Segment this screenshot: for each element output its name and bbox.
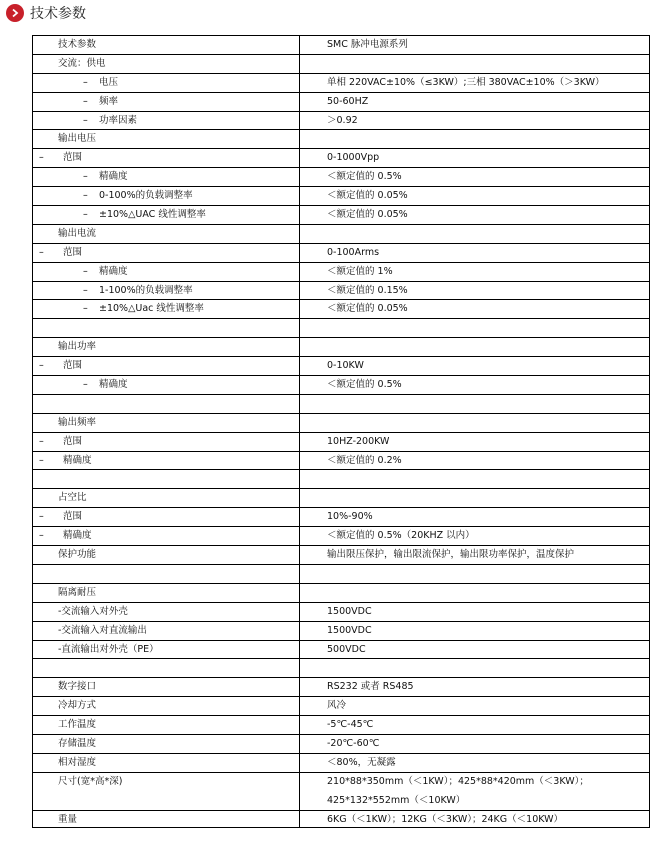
spec-value-cell [300,452,649,470]
spec-label: ±10%△Uac 线性调整率 [99,303,204,315]
spec-label: 工作温度 [58,719,97,731]
spec-label: 精确度 [99,171,128,183]
spec-value-cell [300,225,649,243]
table-row [32,375,650,394]
spec-label-cell [33,697,300,715]
table-row [32,677,650,696]
spec-value: 10HZ-200KW [327,435,390,447]
dash-marker: – [39,246,44,258]
dash-marker: – [83,284,88,296]
spec-label-cell [33,754,300,772]
spec-label: 重量 [58,813,78,825]
spec-label: 频率 [99,95,119,107]
spec-value-cell [300,811,649,828]
table-row [32,488,650,507]
table-row [32,356,650,375]
spec-value-cell [300,55,649,73]
section-title: 技术参数 [30,6,86,22]
dash-marker: – [39,454,44,466]
spec-label-cell [33,206,300,224]
spec-label: 范围 [63,360,83,372]
spec-value-cell [300,93,649,111]
spec-value: 1500VDC [327,624,372,636]
spec-value: -20℃-60℃ [327,737,380,749]
spec-value-cell [300,641,649,659]
spec-value-cell [300,263,649,281]
spec-label: 范围 [63,435,83,447]
spec-value: 6KG（＜1KW）；12KG（＜3KW）；24KG（＜10KW） [327,813,564,825]
spec-value-cell [300,130,649,148]
spec-label-cell [33,527,300,545]
table-row [32,54,650,73]
spec-label-cell [33,93,300,111]
spec-value-cell [300,282,649,300]
table-row [32,92,650,111]
spec-value: 500VDC [327,643,366,655]
table-row [32,526,650,545]
table-row [32,469,650,488]
spec-value: 单相 220VAC±10%（≤3KW）;三相 380VAC±10%（＞3KW） [327,76,605,88]
table-row [32,224,650,243]
spec-label-cell [33,168,300,186]
section-heading [6,2,86,24]
spec-value-cell [300,395,649,413]
spec-value-cell [300,74,649,92]
spec-label: 范围 [63,152,83,164]
dash-marker: – [83,76,88,88]
spec-value-cell [300,187,649,205]
table-row [32,602,650,621]
table-row [32,205,650,224]
spec-label-cell [33,130,300,148]
table-row [32,262,650,281]
spec-label-cell [33,584,300,602]
spec-label-cell [33,735,300,753]
spec-value: ＞0.92 [327,114,358,126]
table-row [32,545,650,564]
table-row [32,299,650,318]
dash-marker: – [83,190,88,202]
table-row [32,281,650,300]
spec-label-cell [33,55,300,73]
dash-marker: – [83,114,88,126]
spec-label-cell [33,187,300,205]
spec-label: 范围 [63,511,83,523]
spec-label: 输出功率 [58,341,97,353]
dash-marker: – [83,379,88,391]
spec-label-cell [33,678,300,696]
spec-value: 0-100Arms [327,246,380,258]
dash-marker: – [39,530,44,542]
spec-value-cell [300,470,649,488]
spec-value-cell [300,603,649,621]
spec-label-cell [33,546,300,564]
spec-label: 相对湿度 [58,756,97,768]
table-row [32,753,650,772]
spec-value-cell [300,36,649,54]
spec-value-cell [300,678,649,696]
spec-value: ＜额定值的 0.15% [327,284,408,296]
spec-label: 占空比 [58,492,87,504]
dash-marker: – [83,265,88,277]
spec-value: 1500VDC [327,605,372,617]
spec-label-cell [33,244,300,262]
table-row [32,186,650,205]
table-row [32,715,650,734]
table-row [32,734,650,753]
spec-label-cell [33,716,300,734]
spec-value-cell [300,168,649,186]
spec-label-cell [33,489,300,507]
spec-label-cell [33,357,300,375]
spec-label-cell [33,641,300,659]
spec-value: RS232 或者 RS485 [327,681,414,693]
spec-label-cell [33,414,300,432]
spec-label-cell [33,149,300,167]
table-row [32,129,650,148]
spec-value-cell [300,716,649,734]
spec-value-cell [300,735,649,753]
spec-label: 数字接口 [58,681,97,693]
table-row [32,432,650,451]
spec-value: 210*88*350mm（＜1KW）；425*88*420mm（＜3KW）； [327,775,589,787]
spec-label-cell [33,263,300,281]
spec-value-cell [300,414,649,432]
spec-label: 精确度 [63,454,92,466]
spec-label: 存储温度 [58,737,97,749]
spec-value-cell [300,697,649,715]
table-row [32,111,650,130]
dash-marker: – [83,303,88,315]
dash-marker: – [39,360,44,372]
dash-marker: – [83,171,88,183]
spec-value: 0-1000Vpp [327,152,380,164]
spec-value-cell [300,244,649,262]
spec-label-cell [33,622,300,640]
spec-value: ＜额定值的 0.5% [327,379,402,391]
table-row [32,451,650,470]
spec-value-cell [300,149,649,167]
spec-label: 电压 [99,76,119,88]
spec-label: -交流输入对外壳 [58,605,128,617]
spec-label-cell [33,470,300,488]
spec-value: ＜额定值的 0.2% [327,454,402,466]
spec-value-cell [300,206,649,224]
spec-value-line2: 425*132*552mm（＜10KW） [327,794,466,806]
spec-label-cell [33,74,300,92]
spec-value: -5℃-45℃ [327,719,374,731]
table-row [32,318,650,337]
table-row [32,658,650,677]
table-row [32,148,650,167]
spec-value: 10%-90% [327,511,373,523]
spec-value-cell [300,622,649,640]
table-row [32,413,650,432]
dash-marker: – [39,511,44,523]
spec-value-cell [300,433,649,451]
table-row [32,583,650,602]
spec-value-cell [300,112,649,130]
spec-label: 冷却方式 [58,700,97,712]
spec-label: 技术参数 [58,39,97,50]
spec-value-cell [300,319,649,337]
spec-value: SMC 脉冲电源系列 [327,39,408,50]
spec-label: 交流：供电 [58,57,106,69]
spec-value-cell [300,376,649,394]
dash-marker: – [83,209,88,221]
dash-marker: – [39,435,44,447]
spec-label-cell [33,376,300,394]
spec-value-cell [300,338,649,356]
spec-label: ±10%△UAC 线性调整率 [99,209,206,221]
chevron-right-icon [6,4,24,22]
table-row [32,640,650,659]
spec-label-cell [33,112,300,130]
spec-value: 0-10KW [327,360,364,372]
spec-label: 输出电流 [58,227,97,239]
spec-label: 范围 [63,246,83,258]
spec-label: -直流输出对外壳（PE） [58,643,159,655]
spec-label: 0-100%的负载调整率 [99,190,193,202]
spec-value-cell [300,584,649,602]
spec-label: 1-100%的负载调整率 [99,284,193,296]
spec-value-cell [300,300,649,318]
dash-marker: – [39,152,44,164]
table-row [32,35,650,54]
spec-value: ＜额定值的 1% [327,265,393,277]
spec-label-cell [33,811,300,828]
spec-label: 输出频率 [58,416,97,428]
spec-label-cell [33,300,300,318]
spec-label-cell [33,282,300,300]
table-row [32,564,650,583]
table-row [32,696,650,715]
spec-table [32,35,650,828]
spec-value: ＜额定值的 0.05% [327,209,408,221]
spec-label-cell [33,452,300,470]
spec-value: ＜额定值的 0.05% [327,303,408,315]
spec-value: 风冷 [327,700,347,712]
table-row [32,243,650,262]
spec-label: 精确度 [99,265,128,277]
spec-value-cell [300,565,649,583]
spec-value-cell [300,489,649,507]
dash-marker: – [83,95,88,107]
table-row [32,73,650,92]
spec-label-cell [33,773,300,810]
spec-label: -交流输入对直流输出 [58,624,147,636]
spec-value: 输出限压保护，输出限流保护，输出限功率保护，温度保护 [327,549,575,561]
spec-label: 精确度 [99,379,128,391]
spec-value-cell [300,527,649,545]
spec-label: 功率因素 [99,114,138,126]
spec-label-cell [33,395,300,413]
spec-label: 保护功能 [58,549,97,561]
spec-label-cell [33,603,300,621]
spec-value: 50-60HZ [327,95,369,107]
spec-value: ＜额定值的 0.5%（20KHZ 以内） [327,530,475,542]
spec-value-cell [300,773,649,810]
spec-label: 尺寸(宽*高*深) [58,775,123,787]
table-row [32,167,650,186]
table-row [32,394,650,413]
spec-label: 精确度 [63,530,92,542]
spec-value: ＜额定值的 0.5% [327,171,402,183]
spec-value: ＜80%，无凝露 [327,756,396,768]
spec-label-cell [33,565,300,583]
table-row [32,621,650,640]
spec-value-cell [300,357,649,375]
spec-label-cell [33,338,300,356]
table-row [32,772,650,810]
spec-label: 隔离耐压 [58,586,97,598]
spec-label: 输出电压 [58,133,97,145]
spec-value-cell [300,508,649,526]
spec-label-cell [33,433,300,451]
spec-label-cell [33,225,300,243]
table-row [32,507,650,526]
spec-label-cell [33,36,300,54]
spec-value: ＜额定值的 0.05% [327,190,408,202]
spec-value-cell [300,659,649,677]
table-row [32,810,650,829]
table-row [32,337,650,356]
spec-label-cell [33,508,300,526]
spec-value-cell [300,546,649,564]
spec-value-cell [300,754,649,772]
spec-label-cell [33,319,300,337]
spec-label-cell [33,659,300,677]
